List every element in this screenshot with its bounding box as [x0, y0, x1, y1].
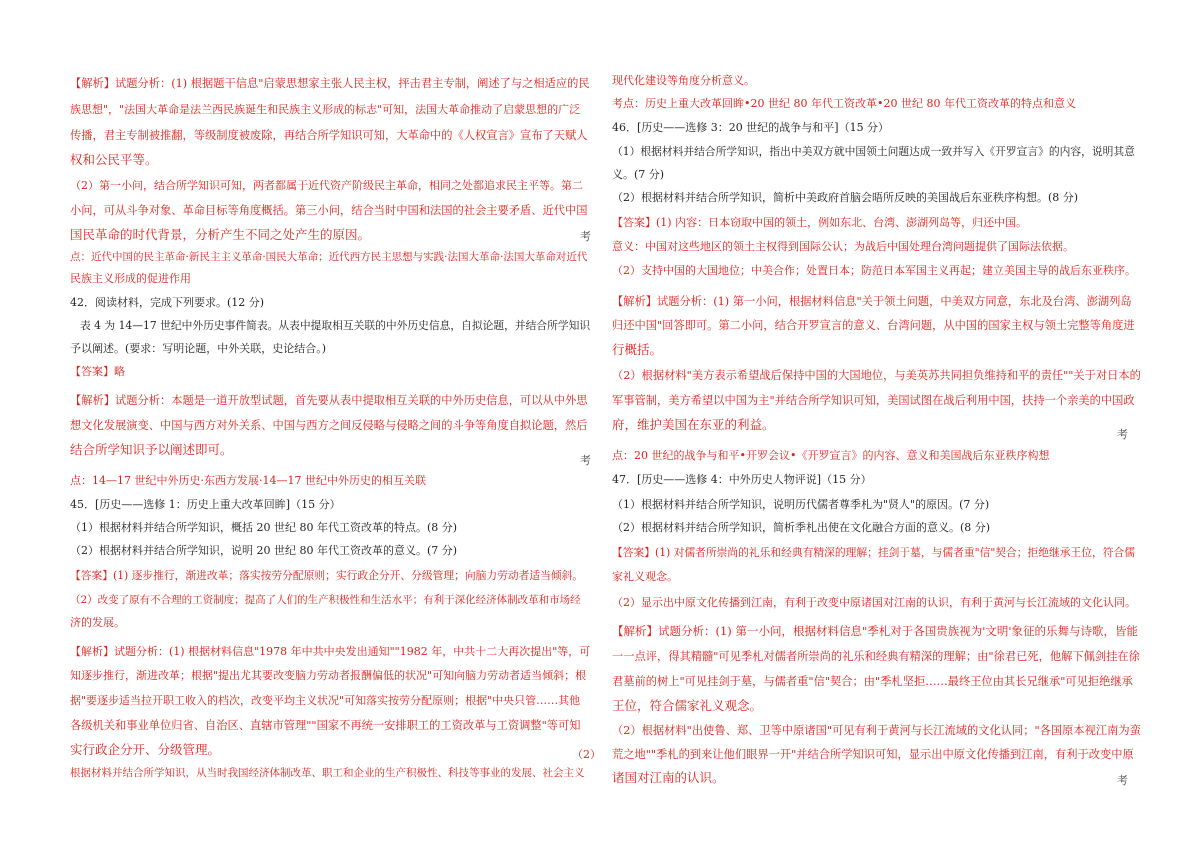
- q42-title: 42．阅读材料，完成下列要求。(12 分): [70, 296, 265, 309]
- q46-item: （2）根据材料并结合所学知识，简析中美政府首脑会晤所反映的美国战后东亚秩序构想。(8 分): [612, 191, 1079, 204]
- q46-analysis-line: 军事管制，美方希望以中国为主"并结合所学知识可知，美国试图在战后利用中国，扶持一个亲美的中国政: [612, 394, 1135, 407]
- q42-body-line: 予以阐述。(要求：写明论题，中外关联，史论结合。): [70, 342, 327, 355]
- q42-answer: 【答案】略: [70, 365, 125, 378]
- q41-analysis-line: 权和公民平等。: [70, 152, 158, 167]
- q46-analysis-line: 归还中国"回答即可。第二小问，结合开罗宣言的意义、台湾问题，从中国的国家主权与领土完整等角度进: [612, 319, 1135, 332]
- q45-analysis-line: 各级机关和事业单位归省、自治区、直辖市管理""国家不再统一安排职工的工资改革与工资调整"等可知: [70, 719, 581, 732]
- q45-continue2: 现代化建设等角度分析意义。: [612, 74, 755, 87]
- q45-item: （2）根据材料并结合所学知识，说明 20 世纪 80 年代工资改革的意义。(7 分): [70, 544, 458, 557]
- q45-analysis-line: 【解析】试题分析：(1) 根据材料信息"1978 年中共中央发出通知""1982 年，中共十二大再次提出"等，可: [70, 645, 591, 658]
- q46-analysis-line: 行概括。: [612, 342, 663, 357]
- q45-answer-line: 【答案】(1) 逐步推行，渐进改革；落实按劳分配原则；实行政企分开、分级管理；向脑力劳动者适当倾斜。: [70, 569, 584, 582]
- kao-marker: 考: [1117, 428, 1128, 441]
- q47-item: （2）根据材料并结合所学知识，简析季札出使在文化融合方面的意义。(8 分): [612, 521, 991, 534]
- q46-kaodian: 点：20 世纪的战争与和平•开罗会议•《开罗宣言》的内容、意义和美国战后东亚秩序构想: [612, 449, 1050, 462]
- q41-kaodian-line: 点：近代中国的民主革命·新民主主义革命·国民大革命；近代西方民主思想与实践·法国大革命·法国大革命对近代: [70, 251, 588, 263]
- kao-marker: 考: [1117, 774, 1128, 787]
- q46-analysis-line: （2）根据材料"美方表示希望战后保持中国的大国地位，与美英苏共同担负维持和平的责任""关于对日本的: [612, 369, 1141, 382]
- q45-answer-line: 济的发展。: [70, 616, 125, 629]
- q42-analysis-line: 想文化发展演变、中国与西方对外关系、中国与西方之间反侵略与侵略之间的斗争等角度自拟论题，然后: [70, 419, 588, 432]
- q46-answer-line: 意义：中国对这些地区的领土主权得到国际公认；为战后中国处理台湾问题提供了国际法依据。: [612, 240, 1074, 253]
- q45-item: （1）根据材料并结合所学知识，概括 20 世纪 80 年代工资改革的特点。(8 分): [70, 521, 458, 534]
- q45-analysis-line: 实行政企分开、分级管理。: [70, 742, 221, 757]
- q47-analysis-line: 诸国对江南的认识。: [612, 770, 725, 785]
- q45-analysis-line: 知逐步推行，渐进改革；根据"提出尤其要改变脑力劳动者报酬偏低的状况"可知向脑力劳动者适当倾斜；根: [70, 669, 587, 682]
- q41-analysis-line: 族思想"，"法国大革命是法兰西民族诞生和民族主义形成的标志"可知，法国大革命推动了启蒙思想的广泛: [70, 103, 581, 116]
- q42-analysis-line: 结合所学知识予以阐述即可。: [70, 442, 233, 457]
- q41-analysis-line: 【解析】试题分析：(1) 根据题干信息"启蒙思想家主张人民主权，抨击君主专制，阐述了与之相适应的民: [70, 77, 590, 90]
- q47-analysis-line: 荒之地""季札的到来让他们眼界一开"并结合所学知识可知，显示出中原文化传播到江南，有利于改变中原: [612, 748, 1134, 761]
- q46-analysis-line: 府，维护美国在东亚的利益。: [612, 417, 775, 432]
- kao-marker: 考: [580, 454, 591, 467]
- q41-analysis-line: 小问，可从斗争对象、革命目标等角度概括。第三小问，结合当时中国和法国的社会主要矛盾、近代中国: [70, 204, 588, 217]
- q47-analysis-line: 【解析】试题分析：(1) 第一小问，根据材料信息"季札对于各国贵族视为'文明'象征的乐舞与诗歌，皆能: [612, 624, 1139, 638]
- q47-analysis-line: 一一点评，得其精髓"可见季札对儒者所崇尚的礼乐和经典有精深的理解；由"徐君已死，他解下佩剑挂在徐: [612, 650, 1140, 663]
- q42-kaodian: 点：14—17 世纪中外历史·东西方发展·14—17 世纪中外历史的相互关联: [70, 474, 426, 487]
- q45-title: 45．[历史——选修 1：历史上重大改革回眸]（15 分）: [70, 498, 341, 511]
- q47-answer-line: 【答案】(1) 对儒者所崇尚的礼乐和经典有精深的理解；挂剑于墓，与儒者重"信"契合；拒绝继承王位，符合儒: [612, 546, 1136, 559]
- q45-continue: 根据材料并结合所学知识，从当时我国经济体制改革、职工和企业的生产积极性、科技等事业的发展、社会主义: [70, 767, 585, 779]
- q46-answer-line: 【答案】(1) 内容：日本窃取中国的领土，例如东北、台湾、澎湖列岛等，归还中国。: [612, 216, 1028, 229]
- q47-analysis-line: 王位，符合儒家礼义观念。: [612, 698, 763, 713]
- q45-part2-marker: （2）: [572, 748, 601, 761]
- q45-answer-line: （2）改变了原有不合理的工资制度；提高了人们的生产积极性和生活水平；有利于深化经济体制改革和市场经: [70, 594, 581, 606]
- q47-answer-line: 家礼义观念。: [612, 570, 678, 583]
- q41-analysis-line: 国民革命的时代背景，分析产生不同之处产生的原因。: [70, 227, 371, 242]
- q46-answer-line: （2）支持中国的大国地位；中美合作；处置日本；防范日本军国主义再起；建立美国主导的战后东亚秩序。: [612, 264, 1136, 277]
- q41-analysis-line: （2）第一小问，结合所学知识可知，两者都属于近代资产阶级民主革命，相同之处都追求民主平等。第二: [70, 179, 583, 192]
- q41-analysis-line: 传播，君主专制被推翻，等级制度被废除，再结合所学知识可知，大革命中的《人权宣言》宣布了天赋人: [70, 129, 588, 142]
- q46-item: （1）根据材料并结合所学知识，指出中美双方就中国领土问题达成一致并写入《开罗宣言》的内容，说明其意: [612, 145, 1135, 158]
- q42-body-line: 表 4 为 14—17 世纪中外历史事件简表。从表中提取相互关联的中外历史信息，自拟论题，并结合所学知识: [80, 319, 591, 332]
- kao-marker: 考: [580, 230, 591, 243]
- q46-title: 46．[历史——选修 3：20 世纪的战争与和平]（15 分）: [612, 121, 890, 134]
- q45-analysis-line: 据"要逐步适当拉开职工收入的档次，改变平均主义状况"可知落实按劳分配原则；根据"中央只管……其他: [70, 694, 581, 707]
- q46-analysis-line: 【解析】试题分析：(1) 第一小问，根据材料信息"关于领土问题，中美双方同意，东北及台湾、澎湖列岛: [612, 295, 1132, 308]
- q42-analysis-line: 【解析】试题分析：本题是一道开放型试题，首先要从表中提取相互关联的中外历史信息，可以从中外思: [70, 394, 588, 407]
- q46-item: 义。(7 分): [612, 168, 665, 181]
- q47-item: （1）根据材料并结合所学知识，说明历代儒者尊季札为"贤人"的原因。(7 分): [612, 498, 990, 511]
- q47-title: 47．[历史——选修 4：中外历史人物评说]（15 分）: [612, 473, 872, 486]
- q47-analysis-line: 君墓前的树上"可见挂剑于墓，与儒者重"信"契合；由"季札坚拒……最终王位由其长兄继承"可见拒绝继承: [612, 675, 1133, 688]
- q47-analysis-line: （2）根据材料"出使鲁、郑、卫等中原诸国"可见有利于黄河与长江流域的文化认同；"各国原本视江南为蛮: [612, 724, 1141, 737]
- q41-kaodian-line: 民族主义形成的促进作用: [70, 272, 191, 285]
- q47-answer-line: （2）显示出中原文化传播到江南，有利于改变中原诸国对江南的认识，有利于黄河与长江流域的文化认同。: [612, 596, 1136, 609]
- q45-kaodian: 考点：历史上重大改革回眸•20 世纪 80 年代工资改革•20 世纪 80 年代工资改革的特点和意义: [612, 97, 1076, 110]
